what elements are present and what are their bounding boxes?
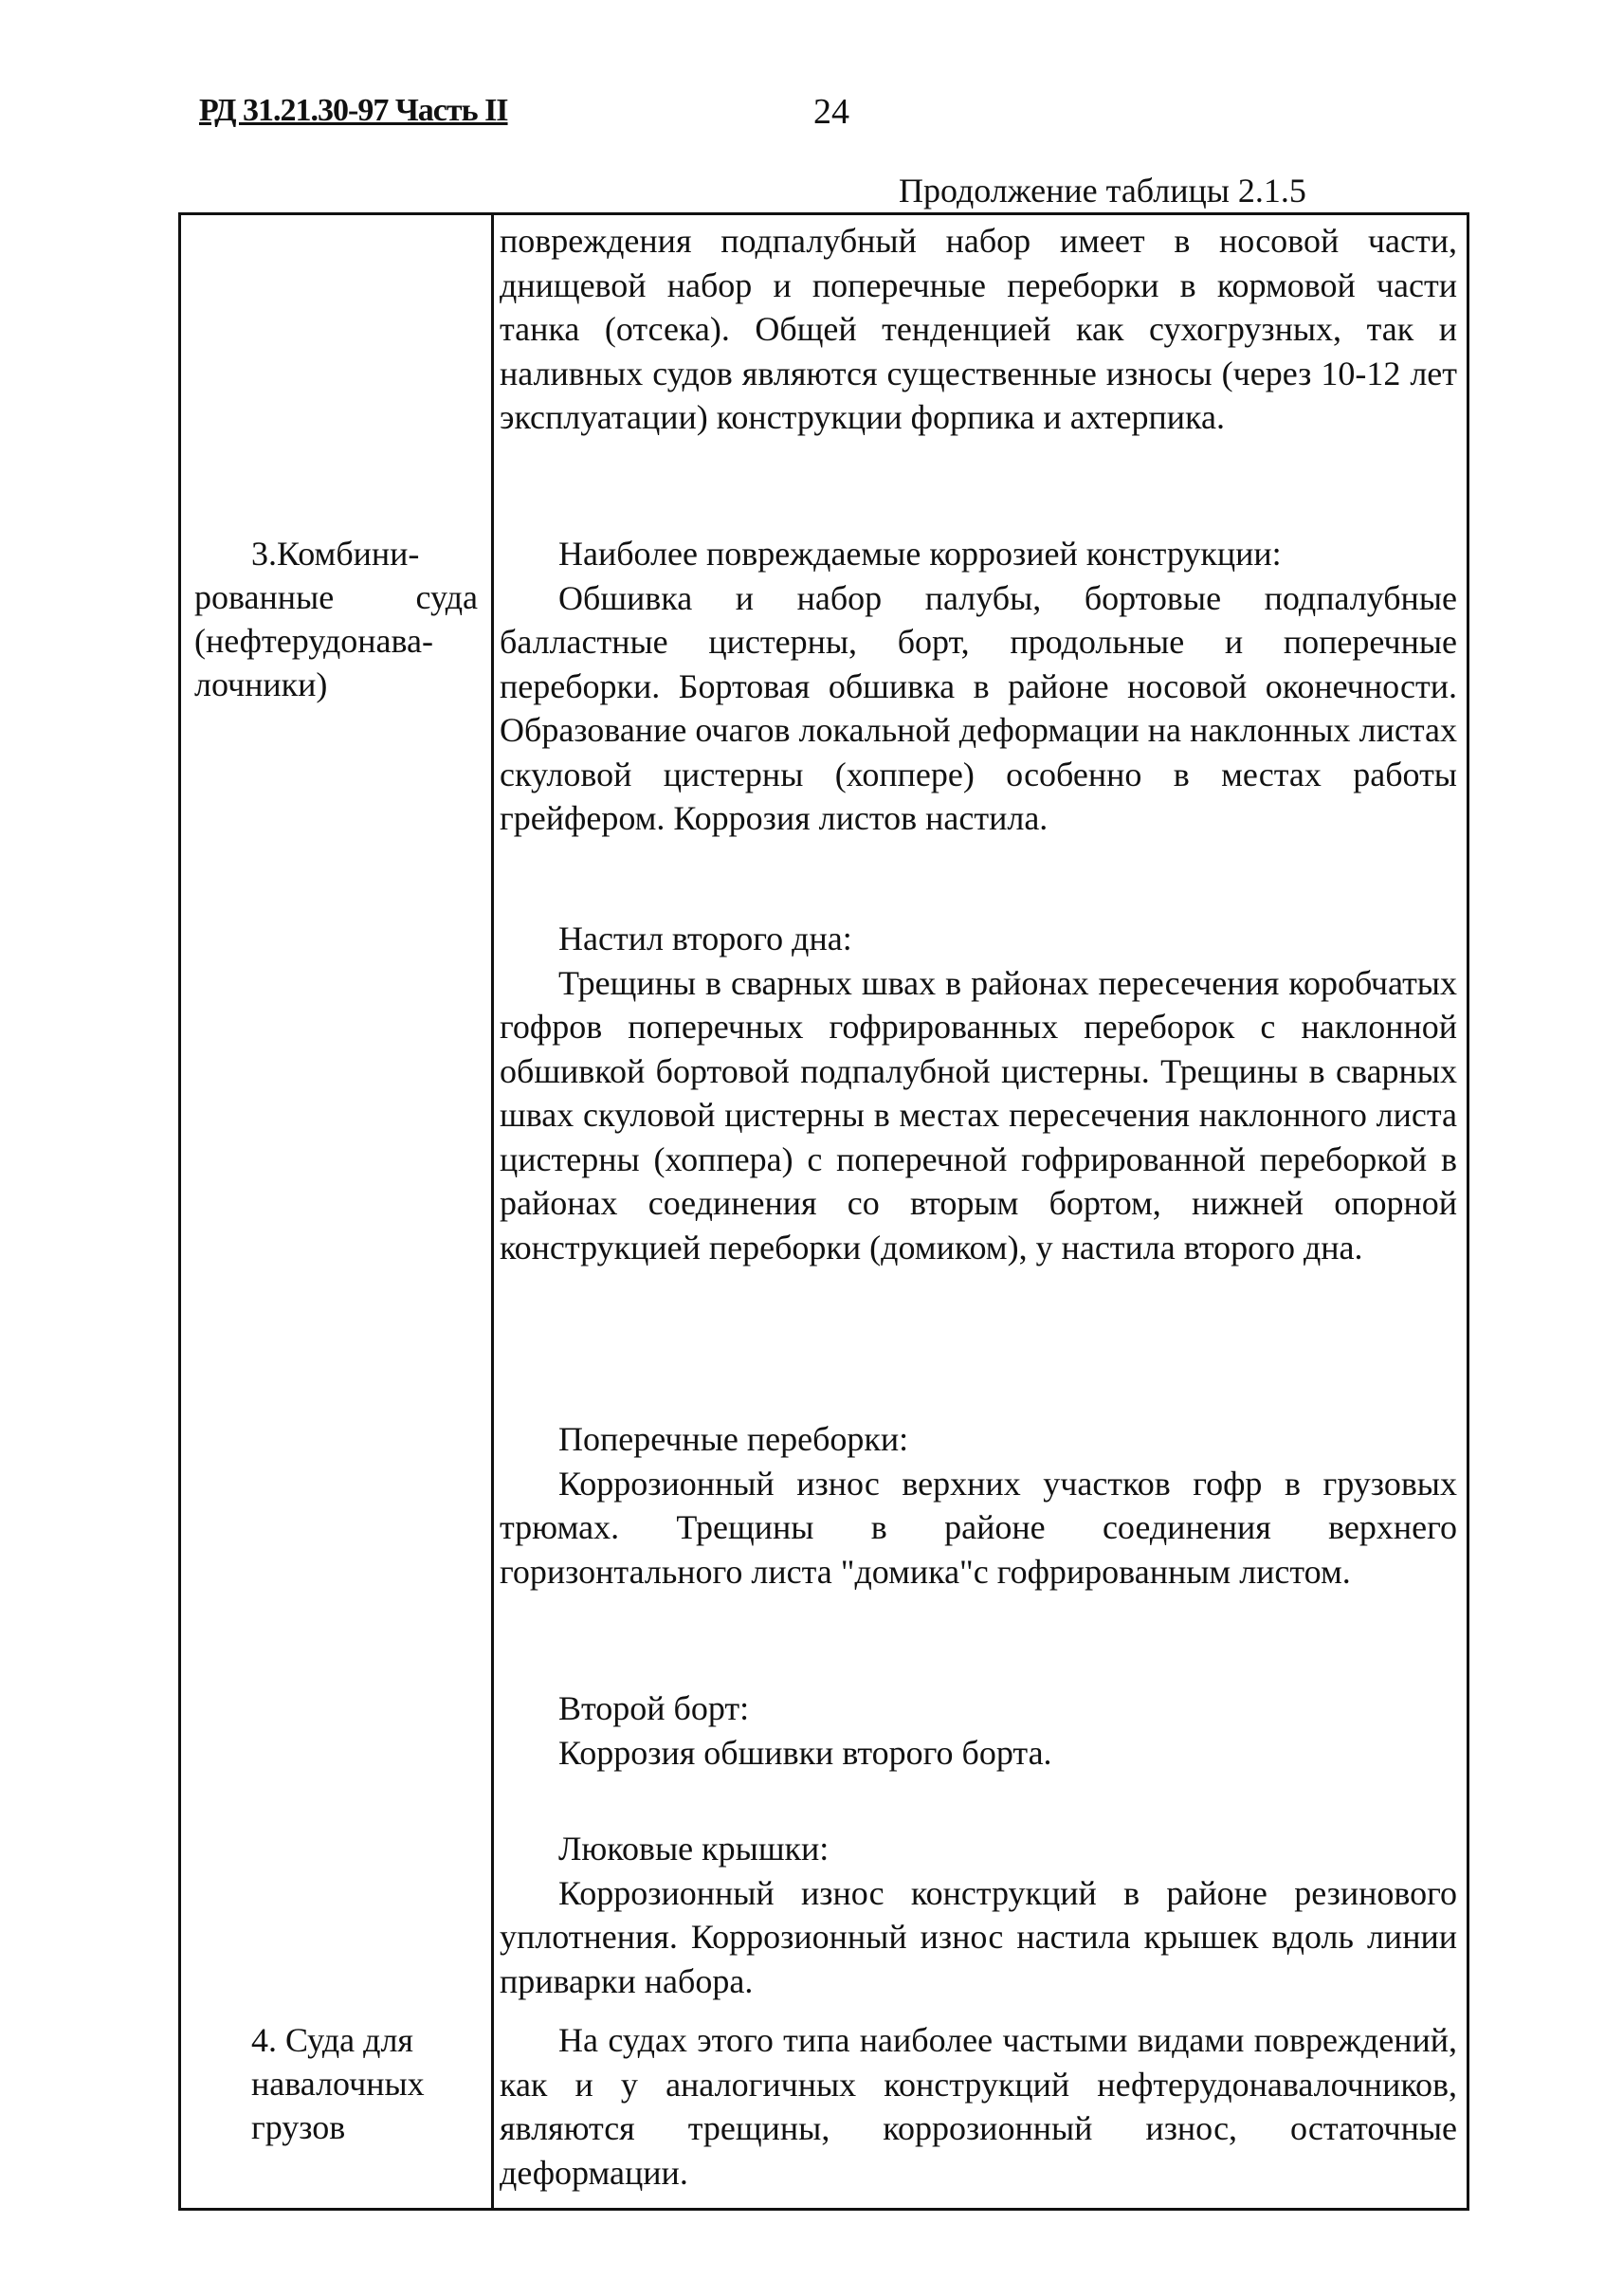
section-text: Обшивка и набор палубы, бортовые подпалубные балластные цистерны, борт, продольные и поперечные переборки. Бортовая обшивка в районе носовой оконечности. Образование очагов локальной деформации на наклонных листах скуловой цистерны (хоппере) особенно в местах работы грейфером. Коррозия листов настила. xyxy=(500,578,1457,837)
damage-section xyxy=(500,1686,1457,1775)
section-text: Коррозия обшивки второго борта. xyxy=(558,1733,1052,1772)
damage-section xyxy=(500,1827,1457,2003)
section-heading: Люковые крышки: xyxy=(558,1830,830,1868)
continuation-text: повреждения подпалубный набор имеет в носовой части, днищевой набор и поперечные переборки в кормовой части танка (отсека). Общей тенденцией как сухогрузных, так и наливных судов являются существенные износы (через 10-12 лет эксплуатации) конструкции форпика и ахтерпика. xyxy=(500,222,1457,436)
damage-section xyxy=(500,917,1457,1269)
ship-type-cell-combined xyxy=(181,532,491,706)
section-heading: Наиболее повреждаемые коррозией конструкции: xyxy=(558,535,1282,573)
document-reference: РД 31.21.30-97 Часть II xyxy=(199,93,508,128)
section-heading: Настил второго дна: xyxy=(558,920,852,957)
ship-type-line: лочники) xyxy=(194,665,328,703)
ship-type-line: навалочных xyxy=(251,2065,425,2103)
section-text: На судах этого типа наиболее частыми видами повреждений, как и у аналогичных конструкций нефтерудонавалочников, являются трещины, коррозионный износ, остаточные деформации. xyxy=(500,2021,1457,2192)
ship-type-word: суда xyxy=(415,578,478,616)
table-cell-continuation xyxy=(500,219,1457,440)
damage-section xyxy=(500,532,1457,841)
damage-table xyxy=(178,212,1469,2211)
ship-type-word: рованные xyxy=(194,578,335,616)
ship-type-line: 4. Суда для xyxy=(251,2021,413,2059)
section-text: Коррозионный износ верхних участков гофр в грузовых трюмах. Трещины в районе соединения верхнего горизонтального листа "домика"с гофрированным листом. xyxy=(500,1464,1457,1591)
column-divider xyxy=(491,215,494,2208)
ship-type-line: 3.Комбини- xyxy=(251,535,420,573)
section-text: Коррозионный износ конструкций в районе резинового уплотнения. Коррозионный износ настила крышек вдоль линии приварки набора. xyxy=(500,1873,1457,2000)
page-number: 24 xyxy=(813,92,849,132)
damage-section xyxy=(500,2018,1457,2195)
table-continuation-caption: Продолжение таблицы 2.1.5 xyxy=(899,172,1306,210)
ship-type-line xyxy=(194,575,478,619)
ship-type-line: грузов xyxy=(251,2108,346,2146)
damage-section xyxy=(500,1417,1457,1594)
ship-type-line: (нефтерудонава- xyxy=(194,622,434,660)
section-heading: Поперечные переборки: xyxy=(558,1420,909,1458)
section-text: Трещины в сварных швах в районах пересечения коробчатых гофров поперечных гофрированных переборок с наклонной обшивкой бортовой подпалубной цистерны. Трещины в сварных швах скуловой цистерны в местах пересечения наклонного листа цистерны (хоппера) с поперечной гофрированной переборкой в районах соединения со вторым бортом, нижней опорной конструкцией переборки (домиком), у настила второго дна. xyxy=(500,963,1457,1266)
ship-type-cell-bulk xyxy=(181,2018,491,2149)
section-heading: Второй борт: xyxy=(558,1689,750,1727)
